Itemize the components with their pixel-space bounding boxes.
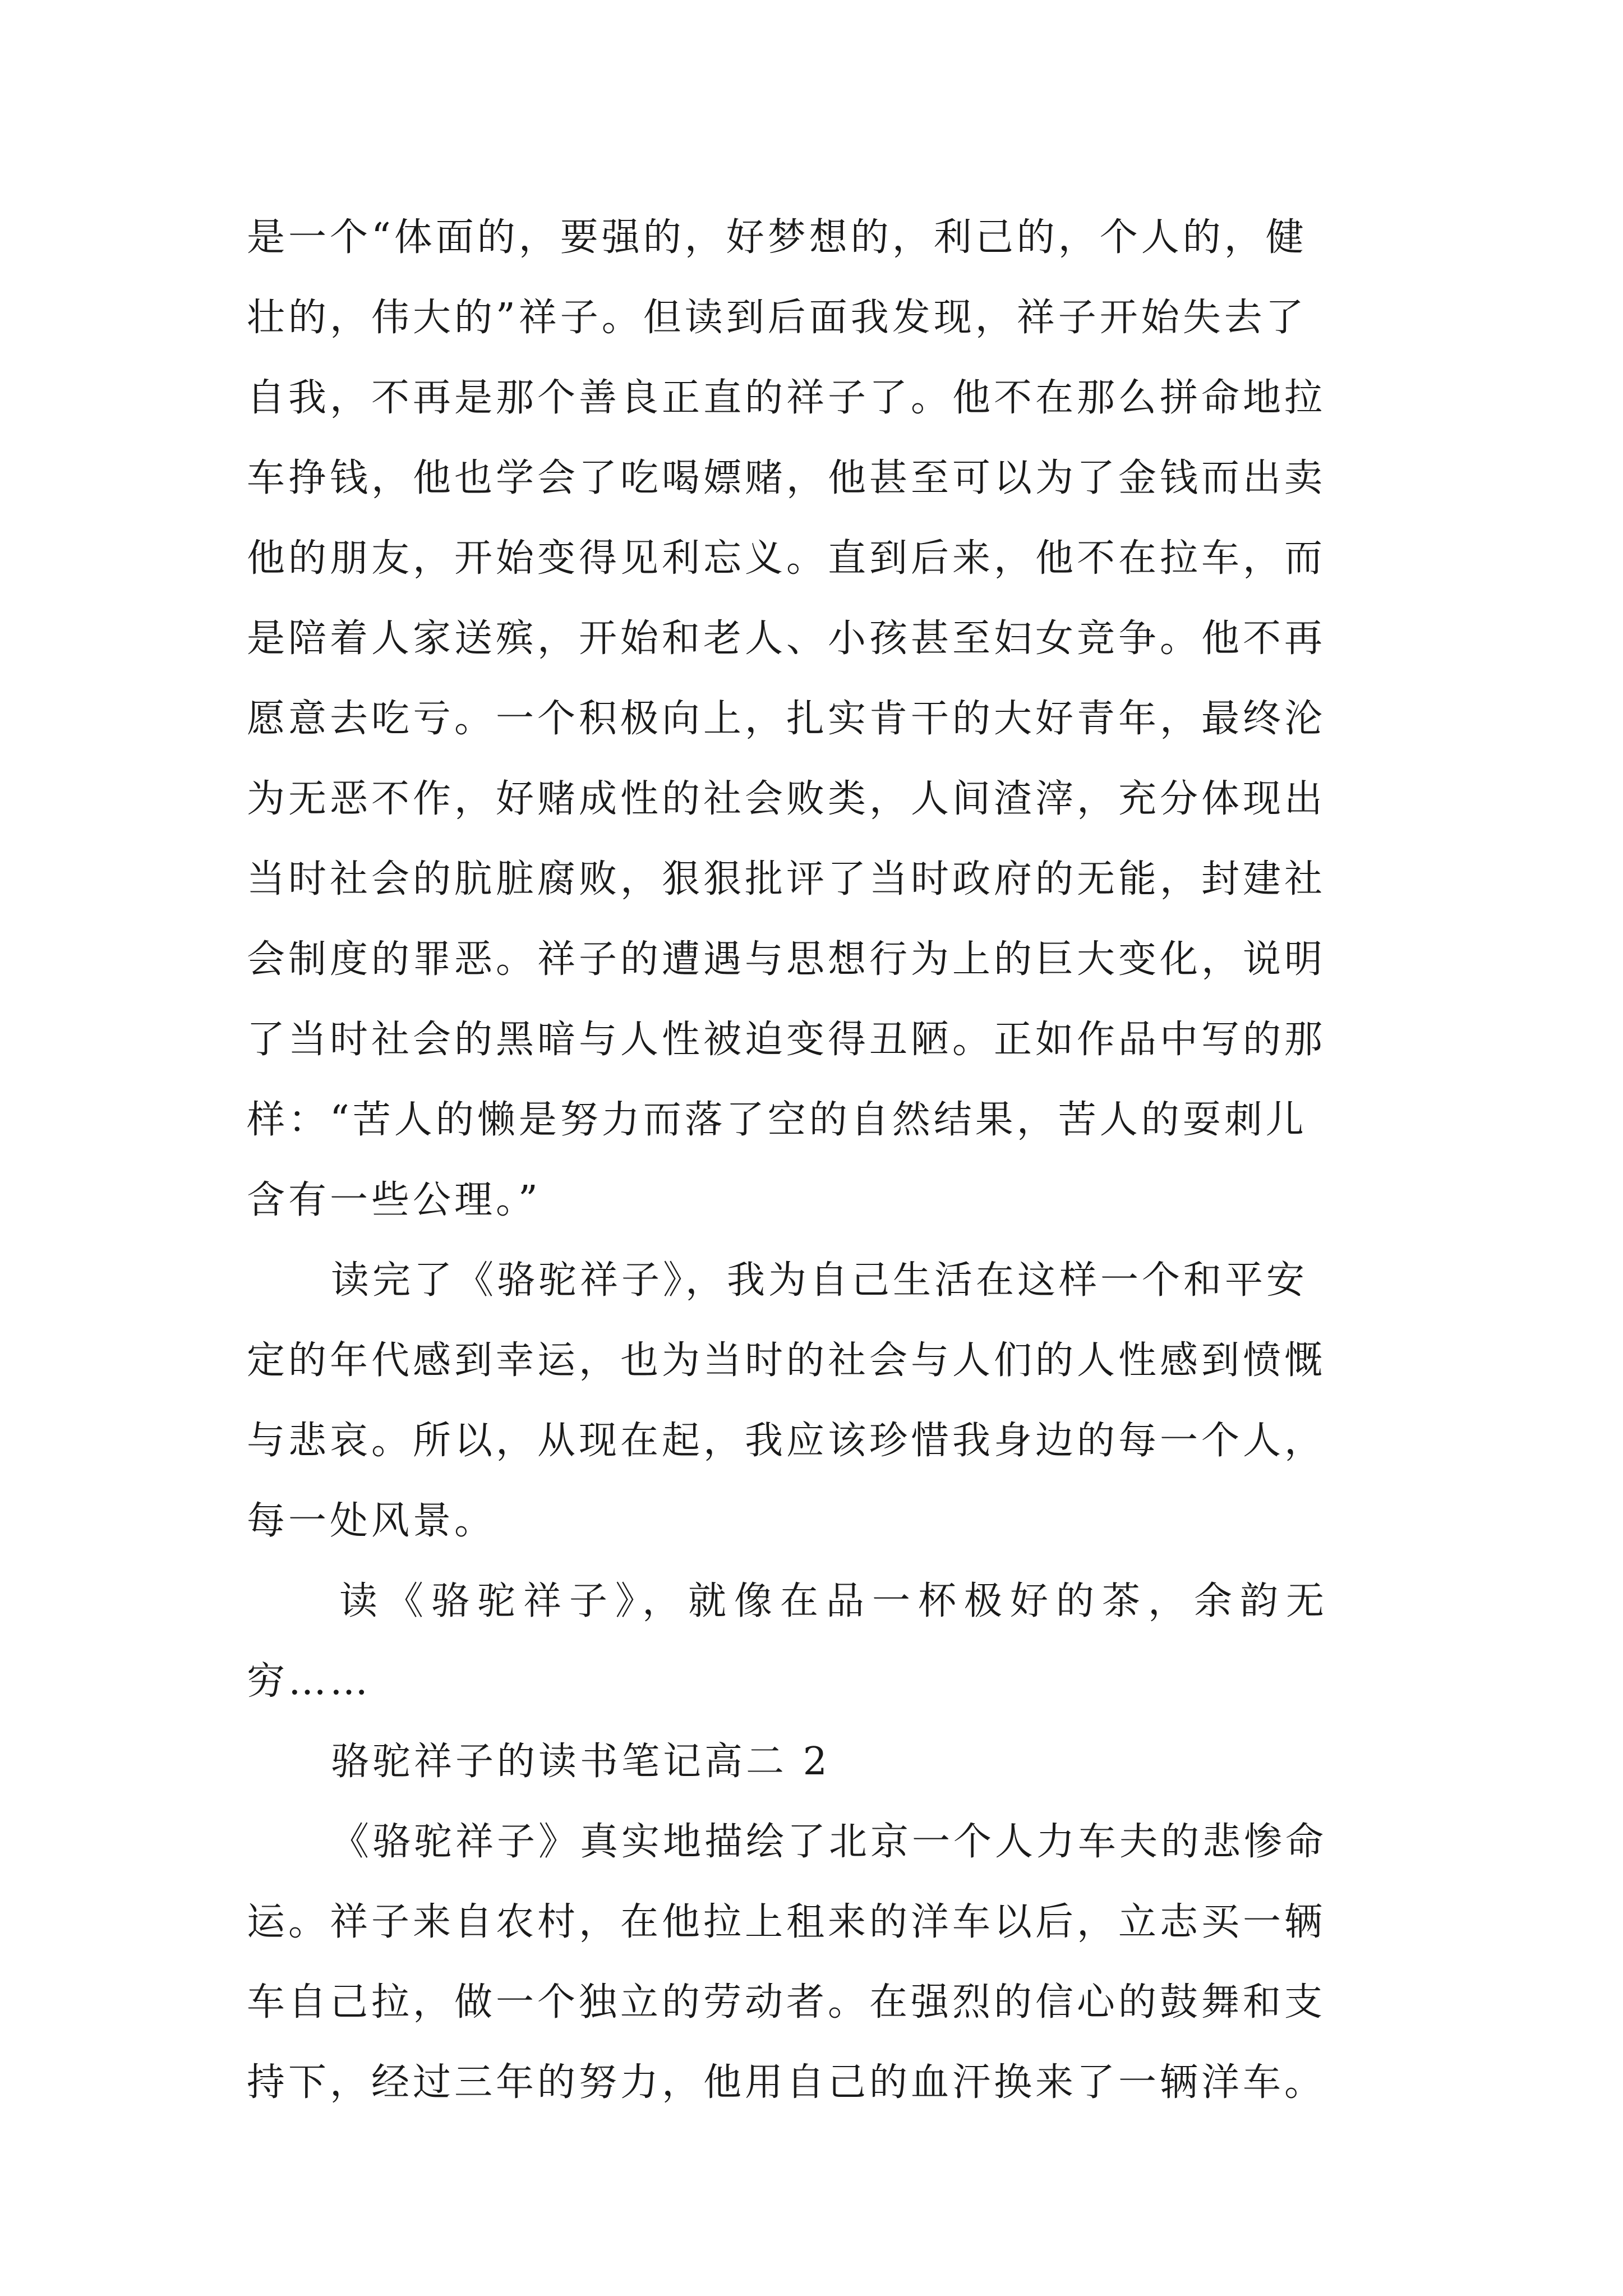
text-line: 定的年代感到幸运，也为当时的社会与人们的人性感到愤慨 (247, 1338, 1326, 1383)
text-line: 车自己拉，做一个独立的劳动者。在强烈的信心的鼓舞和支 (247, 1980, 1326, 2024)
text-line: 壮的，伟大的”祥子。但读到后面我发现，祥子开始失去了 (247, 296, 1307, 340)
text-line: 《骆驼祥子》真实地描绘了北京一个人力车夫的悲惨命 (331, 1820, 1327, 1864)
text-line: 了当时社会的黑暗与人性被迫变得丑陋。正如作品中写的那 (247, 1018, 1326, 1062)
document-body (247, 197, 1396, 2123)
section-heading: 骆驼祥子的读书笔记高二 2 (331, 1740, 831, 1784)
text-line: 车挣钱，他也学会了吃喝嫖赌，他甚至可以为了金钱而出卖 (247, 456, 1326, 500)
text-line: 与悲哀。所以，从现在起，我应该珍惜我身边的每一个人， (247, 1419, 1326, 1463)
text-line: 自我，不再是那个善良正直的祥子了。他不在那么拼命地拉 (247, 376, 1326, 420)
text-line: 他的朋友，开始变得见利忘义。直到后来，他不在拉车，而 (247, 536, 1326, 581)
text-line: 是一个“体面的，要强的，好梦想的，利己的，个人的，健 (247, 215, 1307, 260)
text-line: 读《骆驼祥子》，就像在品一杯极好的茶，余韵无 (339, 1579, 1332, 1623)
paragraph-1 (247, 197, 1396, 1240)
text-line: 运。祥子来自农村，在他拉上租来的洋车以后，立志买一辆 (247, 1900, 1326, 1944)
paragraph-2 (247, 1240, 1396, 1561)
text-line: 为无恶不作，好赌成性的社会败类，人间渣滓，充分体现出 (247, 777, 1326, 821)
paragraph-4 (247, 1802, 1396, 2123)
paragraph-3 (247, 1561, 1396, 1722)
text-line: 持下，经过三年的努力，他用自己的血汗换来了一辆洋车。 (247, 2060, 1326, 2105)
text-line: 每一处风景。 (247, 1499, 496, 1543)
text-line: 愿意去吃亏。一个积极向上，扎实肯干的大好青年，最终沦 (247, 697, 1326, 741)
text-line: 读完了《骆驼祥子》，我为自己生活在这样一个和平安 (331, 1258, 1308, 1303)
text-line: 会制度的罪恶。祥子的遭遇与思想行为上的巨大变化，说明 (247, 937, 1326, 982)
text-line: 含有一些公理。” (247, 1178, 541, 1222)
text-line: 当时社会的肮脏腐败，狠狠批评了当时政府的无能，封建社 (247, 857, 1326, 901)
text-line: 穷…… (247, 1659, 372, 1704)
text-line: 是陪着人家送殡，开始和老人、小孩甚至妇女竞争。他不再 (247, 616, 1326, 661)
text-line: 样：“苦人的懒是努力而落了空的自然结果，苦人的耍刺儿 (247, 1098, 1307, 1142)
